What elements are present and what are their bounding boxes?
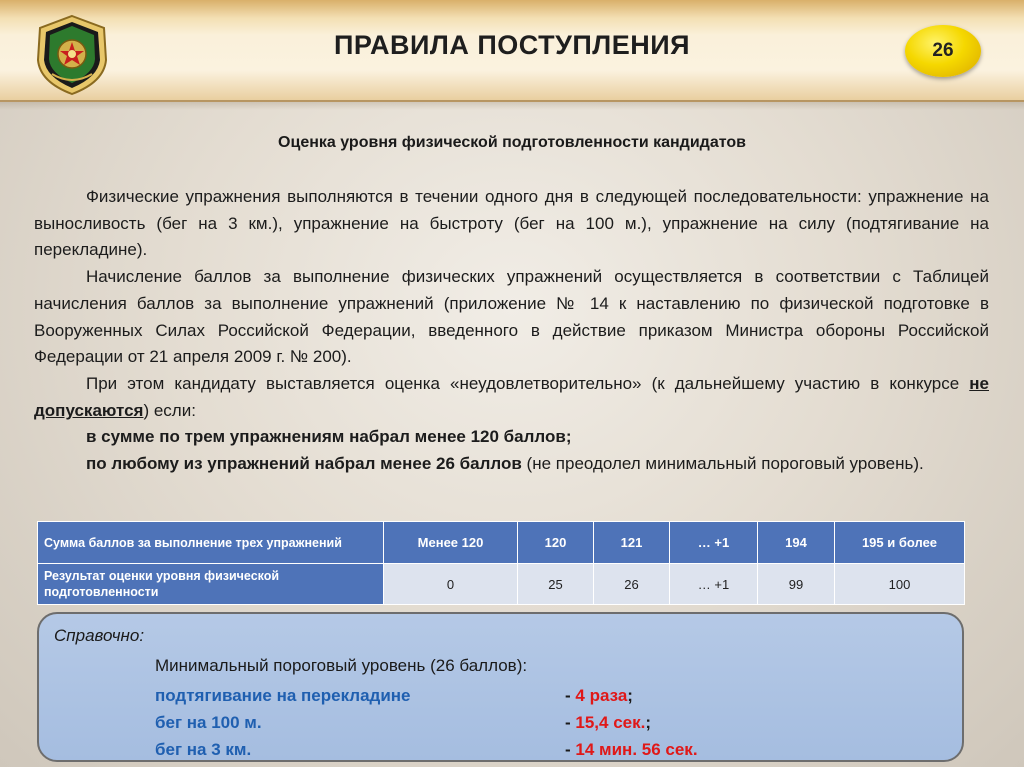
value-red: 4 раза: [575, 686, 628, 705]
paragraph-scoring-text: Начисление баллов за выполнение физических упражнений осуществляется в соответствии с Таблицей начисления баллов за выполнение упражнений (приложение № 14 к наставлению по физической подготовке в Вооруженных Силах Российской Федерации, введенного в действие приказом Министра обороны Российской Федерации от 21 апреля 2009 г. № 200).: [34, 267, 989, 367]
condition-total-score-text: в сумме по трем упражнениям набрал менее 120 баллов;: [86, 427, 572, 447]
value-red: 15,4 сек.: [575, 713, 646, 732]
suffix: ;: [645, 713, 652, 732]
paragraph-exercises-order: Физические упражнения выполняются в течении одного дня в следующей последовательности: упражнение на выносливость (бег на 3 км.), упражнение на быстроту (бег на 100 м.), упражнение на силу (подтягивание на перекладине).: [34, 187, 989, 260]
table-cell: 25: [518, 564, 594, 605]
body-text: [34, 184, 989, 478]
section-subtitle: Оценка уровня физической подготовленности кандидатов: [278, 134, 746, 151]
table-cell: … +1: [670, 522, 758, 564]
page-title: ПРАВИЛА ПОСТУПЛЕНИЯ: [333, 30, 691, 60]
score-table: [37, 521, 965, 605]
table-cell: 120: [518, 522, 594, 564]
table-cell: 99: [758, 564, 835, 605]
reference-title: Справочно:: [54, 626, 145, 645]
condition-min-score: [34, 451, 989, 478]
reference-exercise-3km: бег на 3 км.: [155, 740, 252, 759]
table-cell: … +1: [670, 564, 758, 605]
reference-value-pullups: [565, 686, 633, 706]
table-cell: 121: [594, 522, 670, 564]
header-shadow: [0, 100, 1024, 110]
table-cell: Менее 120: [384, 522, 518, 564]
table-row: [38, 564, 965, 605]
reference-exercise-pullups: подтягивание на перекладине: [155, 686, 411, 705]
condition-min-score-rest: (не преодолел минимальный пороговый уровень).: [521, 454, 924, 474]
suffix: ;: [627, 686, 633, 705]
dash: -: [565, 740, 576, 759]
condition-total-score: [34, 424, 989, 451]
table-cell: 195 и более: [835, 522, 965, 564]
table-cell: 100: [835, 564, 965, 605]
table-row: [38, 522, 965, 564]
paragraph-unsatisfactory: [34, 371, 989, 424]
dash: -: [565, 686, 576, 705]
table-cell: 0: [384, 564, 518, 605]
reference-value-3km: [565, 740, 698, 760]
text-fragment: При этом кандидату выставляется оценка «неудовлетворительно» (к дальнейшему участию в конкурсе: [86, 373, 970, 393]
not-admitted-emphasis: не допускаются: [34, 373, 989, 420]
value-red: 14 мин. 56 сек.: [575, 740, 698, 759]
condition-min-score-bold: по любому из упражнений набрал менее 26 баллов: [86, 454, 522, 474]
reference-lead: Минимальный пороговый уровень (26 баллов):: [155, 656, 528, 675]
table-cell: 26: [594, 564, 670, 605]
dash: -: [565, 713, 576, 732]
text-fragment: ) если:: [143, 400, 196, 420]
row-header-sum: Сумма баллов за выполнение трех упражнений: [38, 522, 384, 564]
reference-exercise-100m: бег на 100 м.: [155, 713, 262, 732]
page-number-badge: 26: [905, 25, 981, 77]
table-cell: 194: [758, 522, 835, 564]
row-header-result: Результат оценки уровня физической подготовленности: [38, 564, 384, 605]
reference-value-100m: [565, 713, 651, 733]
paragraph-scoring: [34, 264, 989, 371]
